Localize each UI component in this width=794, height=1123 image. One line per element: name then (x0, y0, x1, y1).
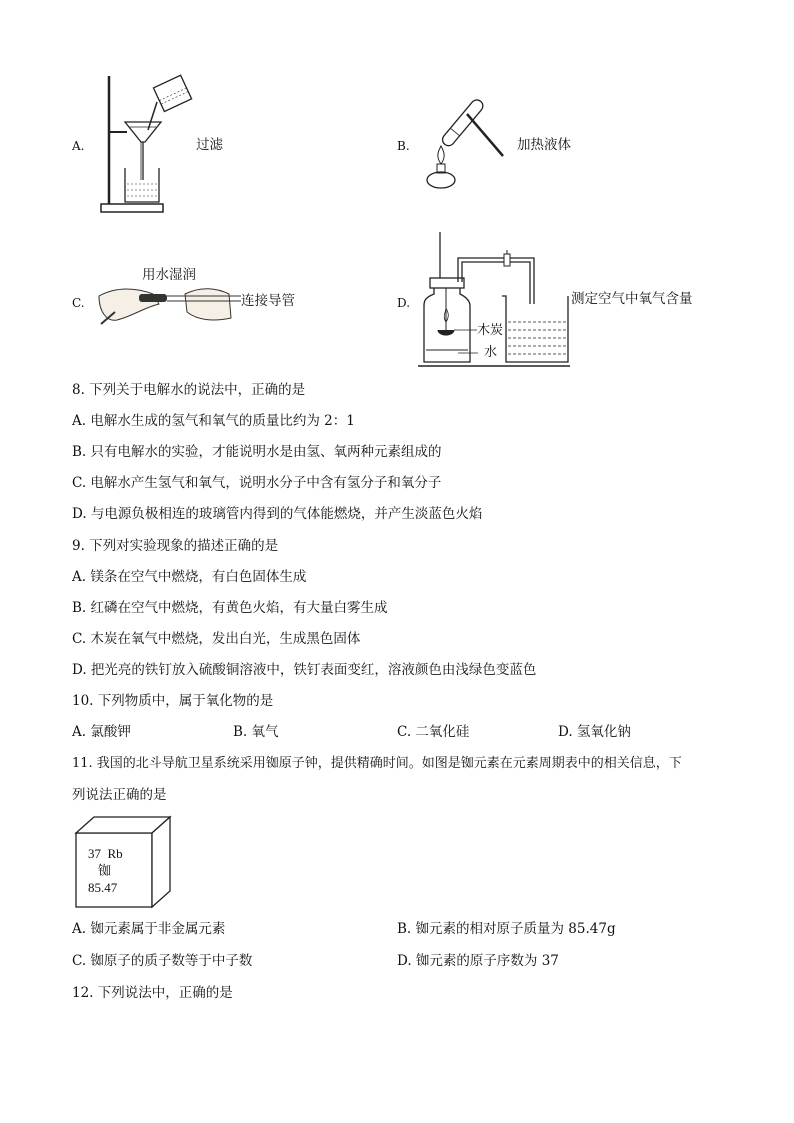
option-b-letter: B. (397, 139, 410, 153)
label-water: 水 (484, 345, 498, 360)
element-mass: 85.47 (88, 880, 118, 895)
option-c-caption-right: 连接导管 (241, 293, 295, 309)
q11-option-b: B. 铷元素的相对原子质量为 85.47g (397, 921, 616, 937)
q9-option-c: C. 木炭在氧气中燃烧，发出白光，生成黑色固体 (72, 631, 361, 647)
option-c-letter: C. (72, 296, 85, 310)
option-d-letter: D. (397, 296, 411, 310)
heating-liquid-figure (415, 92, 510, 192)
q11-option-a: A. 铷元素属于非金属元素 (72, 921, 226, 937)
q9-stem: 9. 下列对实验现象的描述正确的是 (72, 538, 279, 554)
q10-stem: 10. 下列物质中，属于氧化物的是 (72, 693, 274, 709)
option-a-letter: A. (72, 139, 85, 153)
q10-option-b: B. 氧气 (233, 724, 279, 740)
option-b-caption: 加热液体 (517, 137, 571, 153)
q11-stem-line2: 列说法正确的是 (72, 787, 167, 803)
option-c-caption-top: 用水湿润 (142, 267, 196, 283)
q9-option-b: B. 红磷在空气中燃烧，有黄色火焰，有大量白雾生成 (72, 600, 388, 616)
q11-option-c: C. 铷原子的质子数等于中子数 (72, 953, 253, 969)
q12-stem: 12. 下列说法中，正确的是 (72, 985, 233, 1001)
filtration-apparatus-figure (95, 72, 200, 217)
q8-stem: 8. 下列关于电解水的说法中，正确的是 (72, 382, 306, 398)
element-number: 37 (88, 846, 101, 861)
element-symbol: Rb (107, 846, 123, 861)
connect-tube-figure (93, 282, 243, 328)
option-a-caption: 过滤 (196, 137, 223, 153)
q10-option-c: C. 二氧化硅 (397, 724, 470, 740)
q11-stem-line1: 11. 我国的北斗导航卫星系统采用铷原子钟，提供精确时间。如图是铷元素在元素周期表中的相关信息，下 (72, 756, 682, 771)
q9-option-a: A. 镁条在空气中燃烧，有白色固体生成 (72, 569, 307, 585)
q10-option-a: A. 氯酸钾 (72, 724, 131, 740)
q8-option-b: B. 只有电解水的实验，才能说明水是由氢、氧两种元素组成的 (72, 444, 442, 460)
q8-option-a: A. 电解水生成的氢气和氧气的质量比约为 2：1 (72, 413, 355, 429)
element-name: 铷 (98, 863, 112, 878)
q10-option-d: D. 氢氧化钠 (558, 724, 631, 740)
label-charcoal: 木炭 (477, 323, 504, 338)
q11-option-d: D. 铷元素的原子序数为 37 (397, 953, 559, 969)
q9-option-d: D. 把光亮的铁钉放入硫酸铜溶液中，铁钉表面变红，溶液颜色由浅绿色变蓝色 (72, 662, 537, 678)
q8-option-c: C. 电解水产生氢气和氧气，说明水分子中含有氢分子和氧分子 (72, 475, 442, 491)
q8-option-d: D. 与电源负极相连的玻璃管内得到的气体能燃烧，并产生淡蓝色火焰 (72, 506, 483, 522)
option-d-caption: 测定空气中氧气含量 (571, 291, 693, 307)
element-info (88, 845, 123, 896)
